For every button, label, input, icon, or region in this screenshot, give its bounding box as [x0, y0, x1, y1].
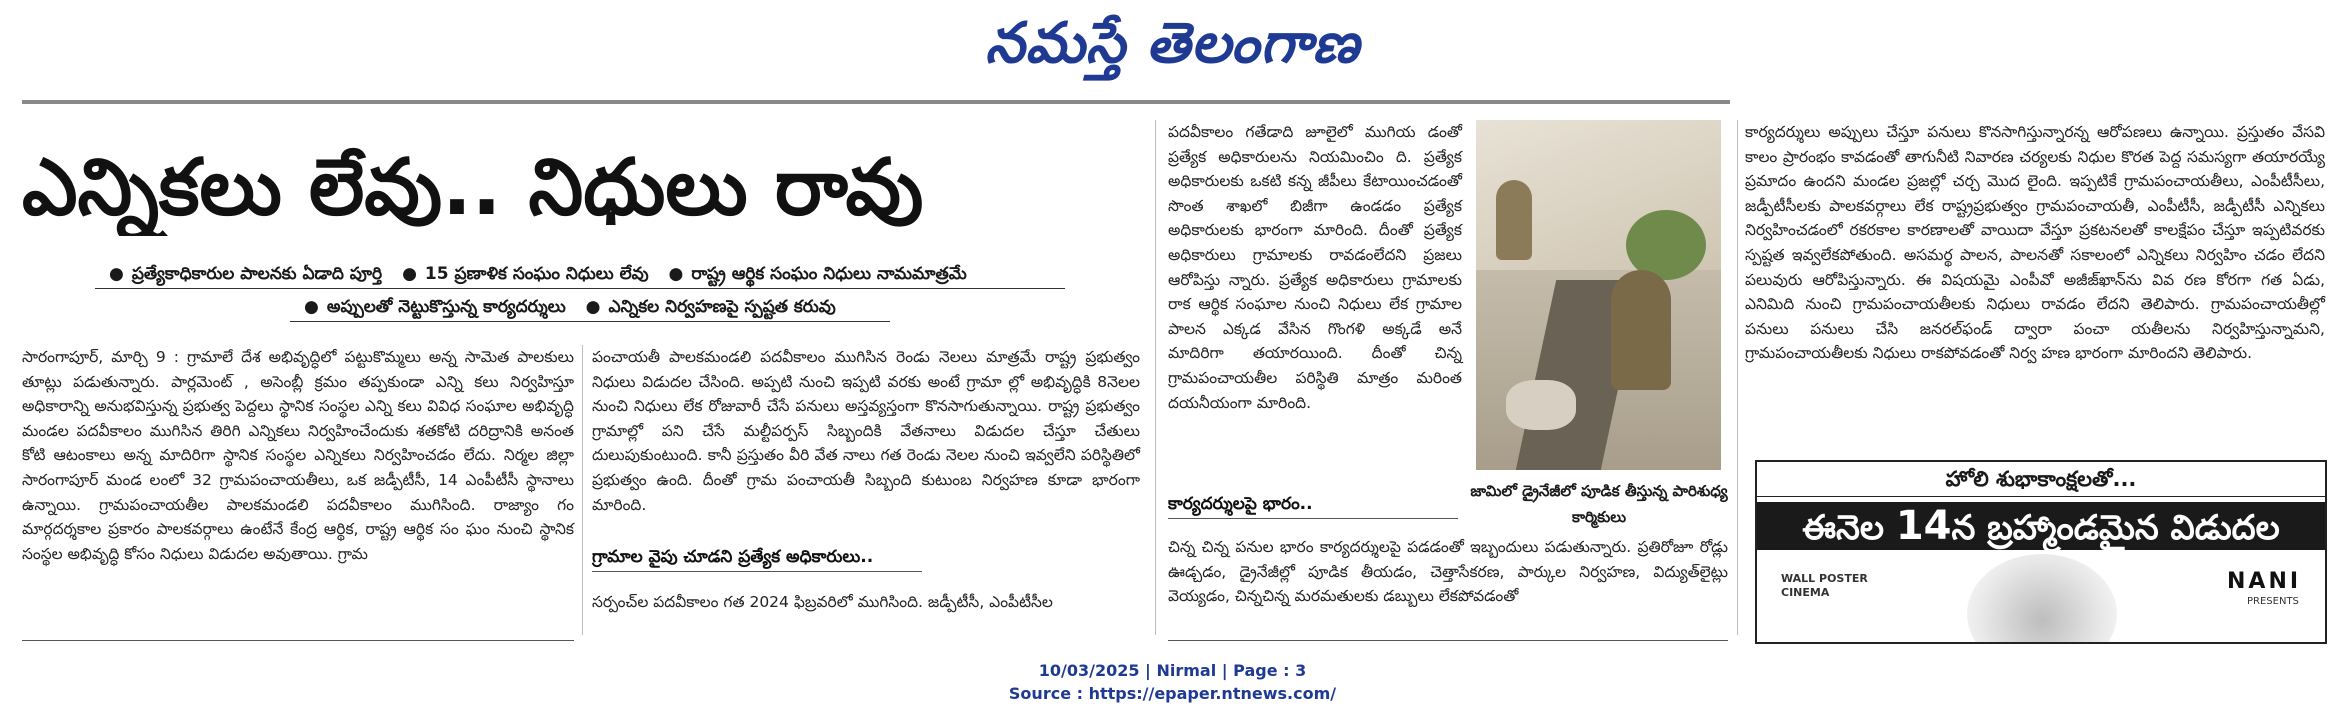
ad-presenter-name: NANI	[2227, 569, 2302, 594]
masthead	[0, 8, 2345, 78]
article-paragraph: కార్యదర్శులు అప్పులు చేస్తూ పనులు కొనసాగిస్తున్నారన్న ఆరోపణలు ఉన్నాయి. ప్రస్తుతం వేసవి కాలం ప్రారంభం కావడంతో తాగునీటి నివారణ చర్యలకు నిధుల కొరత పెద్ద సమస్యగా తయారయ్యే ప్రమాదం ఉందని మండల ప్రజల్లో చర్చ మొద లైంది. ఇప్పటికే గ్రామపంచాయతీలు, ఎంపీటీసీలు, జడ్పీటీసీలకు పాలకవర్గాలు లేక రాష్ట్రప్రభుత్వం గ్రామపంచాయతీ, ఎంపీటీసీ, జడ్పీటీసీ ఎన్నికలు నిర్వహించడంలో రకరకాల కారణాలతో వాయిదా వేస్తూ ప్రకటనలతో కాలక్షేపం చేస్తూ ఇప్పటివరకు స్పష్టత ఇవ్వలేకపోతుంది. అసమర్థ పాలన, పాలనతో సకాలంలో ఎన్నికలు నిర్వహిం చడం లేదని పలువురు ఆరోపిస్తున్నారు. ఈ విషయమై ఎంపీవో అజీజ్‌ఖాన్‌ను వివ రణ కోరగా గత ఏడు, ఎనిమిది నుంచి గ్రామపంచాయతీలకు నిధులు రావడం లేదని తెలిపారు. గ్రామపంచాయతీల్లో పనులు పనులు చేసి జనరల్‌ఫండ్ ద్వారా పంచా యతీలను నిర్వహిస్తున్నామని, గ్రామపంచాయతీలకు నిధులు రాకపోవడంతో నిర్వ హణ భారంగా మారిందని తెలిపారు.	[1745, 123, 2325, 363]
article-column-3	[1168, 120, 1462, 415]
article-column-3-continued	[1168, 535, 1728, 609]
bottom-rule	[22, 640, 574, 641]
subhead-underline	[592, 571, 922, 572]
deck-item: 15 ప్రణాళిక సంఘం నిధులు లేవు	[424, 264, 649, 284]
article-column-2	[592, 345, 1140, 517]
column-rule	[582, 345, 583, 635]
photo-stones	[1506, 380, 1576, 430]
bullet-icon: ●	[304, 297, 319, 317]
bullet-icon: ●	[668, 264, 684, 284]
ad-studio-logo	[1781, 572, 1868, 600]
ad-greeting: హోలి శుభాకాంక్షలతో...	[1757, 462, 2325, 497]
bullet-icon: ●	[402, 264, 417, 284]
ad-studio-line: WALL POSTER	[1781, 572, 1868, 585]
deck-divider	[95, 288, 1065, 289]
ad-release-banner	[1757, 502, 2325, 550]
deck-item: ఎన్నికల నిర్వహణపై స్పష్టత కరువు	[608, 297, 836, 317]
news-photo	[1476, 120, 1721, 470]
subhead-underline	[1168, 518, 1458, 519]
article-column-1	[22, 345, 574, 566]
bottom-rule	[1168, 640, 1728, 641]
article-paragraph: చిన్న చిన్న పనుల భారం కార్యదర్శులపై పడడంతో ఇబ్బందులు పడుతున్నారు. ప్రతిరోజూ రోడ్లు ఊడ్చడం, డ్రైనేజీల్లో పూడిక తీయడం, చెత్తాసేకరణ, పార్కుల నిర్వహణ, విద్యుత్‌లైట్లు వెయ్యడం, చిన్నచిన్న మరమతులకు డబ్బులు లేకపోవడంతో	[1168, 538, 1728, 606]
article-column-2-continued	[592, 590, 1140, 615]
photo-worker	[1611, 270, 1671, 390]
article-paragraph: సర్పంచ్‌ల పదవీకాలం గత 2024 ఫిబ్రవరిలో ముగిసింది. జడ్పీటీసీ, ఎంపీటీసీల	[592, 593, 1053, 611]
bullet-icon: ●	[109, 264, 124, 284]
headline: ఎన్నికలు లేవు.. నిధులు రావు	[22, 143, 924, 233]
ad-band-suffix: న బ్రహ్మాండమైన విడుదల	[1951, 508, 2280, 548]
photo-worker-background	[1496, 180, 1532, 260]
masthead-rule	[22, 100, 1730, 104]
ad-portrait	[1967, 554, 2117, 644]
column-rule	[1737, 120, 1738, 635]
article-paragraph: పదవీకాలం గతేడాది జూలైలో ముగియ డంతో ప్రత్యేక అధికారులను నియమించిం ది. ప్రత్యేక అధికారులకు ఒకటి కన్న జీపీలు కేటాయించడంతో సొంత శాఖలో బిజీగా ఉండడం ప్రత్యేక అధికారులకు భారంగా మారింది. దీంతో ప్రత్యేక అధికారులు గ్రామాలకు రావడంలేదని ప్రజలు ఆరోపిస్తు న్నారు. ప్రత్యేక అధికారులు గ్రామాలకు రాక ఆర్థిక సంఘాల నుంచి నిధులు లేక గ్రామాల పాలన ఎక్కడ వేసిన గొంగళి అక్కడే అనే మాదిరిగా తయారయింది. దీంతో చిన్న గ్రామపంచాయతీల పరిస్థితి మాత్రం మరింత దయనీయంగా మారింది.	[1168, 123, 1462, 412]
ad-band-date: 14	[1895, 503, 1952, 549]
deck-line-1	[95, 263, 967, 285]
subhead-secretaries: కార్యదర్శులపై భారం..	[1168, 494, 1313, 514]
deck-item: అప్పులతో నెట్టుకొస్తున్న కార్యదర్శులు	[326, 297, 566, 317]
subhead-officials: గ్రామాల వైపు చూడని ప్రత్యేక అధికారులు..	[592, 547, 874, 567]
photo-caption: జామిలో డ్రైనేజీలో పూడిక తీస్తున్న పారిశుధ్య కార్మికులు	[1470, 482, 1728, 526]
article-paragraph: సారంగాపూర్, మార్చి 9 : గ్రామాలే దేశ అభివృద్ధిలో పట్టుకొమ్మలు అన్న సామెత పాలకులు తూట్లు పడుతున్నారు. పార్లమెంట్ , అసెంబ్లీ క్రమం తప్పకుండా ఎన్ని కలు నిర్వహిస్తూ అధికారాన్ని అనుభవిస్తున్న ప్రభుత్వ పెద్దలు స్థానిక సంస్థల ఎన్ని కలు వివిధ సంఘాల అభివృద్ధి మండల పదవీకాలం ముగిసిన తిరిగి ఎన్నికలు నిర్వహించేందుకు శతకోటి దరిద్రానికి అనంత కోటి ఆటంకాలు అన్న మాదిరిగా స్థానిక సంస్థల ఎన్నికలు నిర్వహించడం లేదు. నిర్మల జిల్లా సారంగాపూర్ మండ లంలో 32 గ్రామపంచాయతీలు, ఒక జడ్పీటీసీ, 14 ఎంపీటీసీ స్థానాలు ఉన్నాయి. గ్రామపంచాయతీల పాలకమండలి పదవీకాలం ముగిసింది. రాజ్యాం గం మార్గదర్శకాల ప్రకారం పాలకవర్గాలు ఉంటేనే కేంద్ర ఆర్థిక, రాష్ట్ర ఆర్థిక సం ఘం నుంచి స్థానిక సంస్థల అభివృద్ధి కోసం నిధులు విడుదల అవుతాయి. గ్రామ	[22, 348, 574, 563]
deck-divider	[290, 321, 890, 322]
deck-item: ప్రత్యేకాధికారుల పాలనకు ఏడాది పూర్తి	[131, 264, 383, 284]
article-column-4	[1745, 120, 2325, 366]
ad-band-prefix: ఈనెల	[1802, 508, 1884, 548]
advertisement	[1755, 460, 2327, 644]
deck-line-2	[290, 296, 836, 318]
masthead-title: నమస్తే తెలంగాణ	[985, 10, 1360, 76]
column-rule	[1155, 120, 1156, 635]
footer-edition-info: 10/03/2025 | Nirmal | Page : 3	[1038, 661, 1307, 680]
ad-presenter-sub: PRESENTS	[2247, 596, 2299, 607]
ad-studio-line: CINEMA	[1781, 586, 1830, 599]
deck-item: రాష్ట్ర ఆర్థిక సంఘం నిధులు నామమాత్రమే	[691, 264, 967, 284]
bullet-icon: ●	[585, 297, 601, 317]
footer-source: Source : https://epaper.ntnews.com/	[1008, 684, 1337, 703]
article-paragraph: పంచాయతీ పాలకమండలి పదవీకాలం ముగిసిన రెండు నెలలు మాత్రమే రాష్ట్ర ప్రభుత్వం నిధులు విడుదల చేసింది. అప్పటి నుంచి ఇప్పటి వరకు అంటే గ్రామా ల్లో అభివృద్ధికి 8నెలల నుంచి నిధులు లేక రోజువారీ చేసే పనులు అస్తవ్యస్తంగా కొనసాగుతున్నాయి. రాష్ట్ర ప్రభుత్వం గ్రామాల్లో పని చేసే మల్టీపర్పస్ సిబ్బందికి వేతనాలు విడుదల చేస్తూ చేతులు దులుపుకుంటుంది. కానీ ప్రస్తుతం వీరి వేత నాలు గత రెండు నెలల నుంచి ఇవ్వలేని పరిస్థితిలో ప్రభుత్వం ఉంది. దీంతో గ్రామ పంచాయతీ సిబ్బంది కుటుంబ నిర్వహణ కూడా భారంగా మారింది.	[592, 348, 1140, 514]
